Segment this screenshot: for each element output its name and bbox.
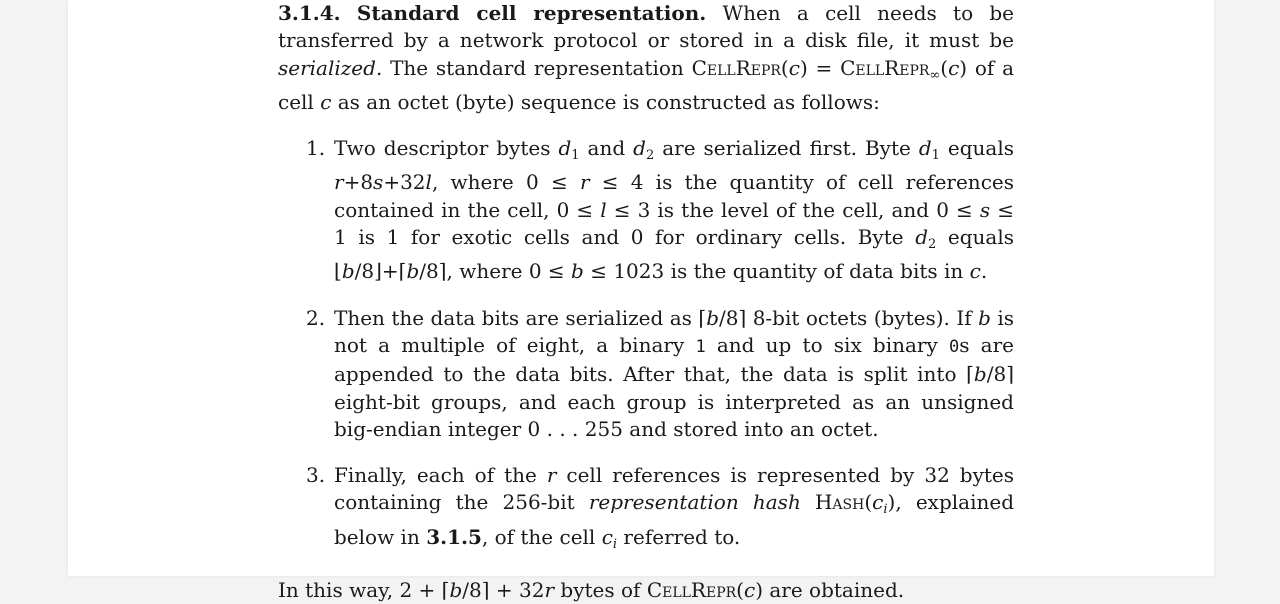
serialization-steps-list xyxy=(278,135,1014,558)
list-item: 2. Then the data bits are serialized as ⌈b/8⌉ 8-bit octets (bytes). If b is not a multiple of eight, a binary 1 and up to six binary 0s are appended to the data bits. After that, the data is split into ⌈b/8⌉ eight-bit groups, and each group is interpreted as an unsigned big-endian integer 0 . . . 255 and stored into an octet. xyxy=(306,305,1014,441)
list-item-number: 3. xyxy=(306,463,326,488)
list-item: 3. Finally, each of the r cell references is represented by 32 bytes containing the 256-bit representation hash $Hash(c_i)$, explained below in 3.1.5, of the cell $c_i$ referred to. xyxy=(306,463,1015,552)
section-title: Standard cell representation. xyxy=(356,1,707,25)
section-number: 3.1.4. xyxy=(278,1,341,25)
list-item-number: 1. xyxy=(306,136,326,161)
closing-paragraph: In this way, 2 + ⌈b/8⌉ + 32r bytes of CellRepr(c) are obtained. xyxy=(278,578,905,603)
list-item-number: 2. xyxy=(306,305,326,330)
document-page xyxy=(68,0,1214,603)
section-paragraph: 3.1.4. Standard cell representation. When a cell needs to be transferred by a network protocol or stored in a disk file, it must be serialized. The standard representation CellRepr(c) = CellRepr$_\infty$(c) of a cell c as an octet (byte) sequence is constructed as follows: xyxy=(278,1,1015,114)
list-item: 1. Two descriptor bytes $d_1$ and $d_2$ are serialized first. Byte $d_1$ equals r+8s+32l, where 0 ≤ r ≤ 4 is the quantity of cell references contained in the cell, 0 ≤ l ≤ 3 is the level of the cell, and 0 ≤ s ≤ 1 is 1 for exotic cells and 0 for ordinary cells. Byte $d_2$ equals ⌊b/8⌋+⌈b/8⌉, where 0 ≤ b ≤ 1023 is the quantity of data bits in c. xyxy=(306,136,1015,284)
page-content xyxy=(278,0,1014,604)
